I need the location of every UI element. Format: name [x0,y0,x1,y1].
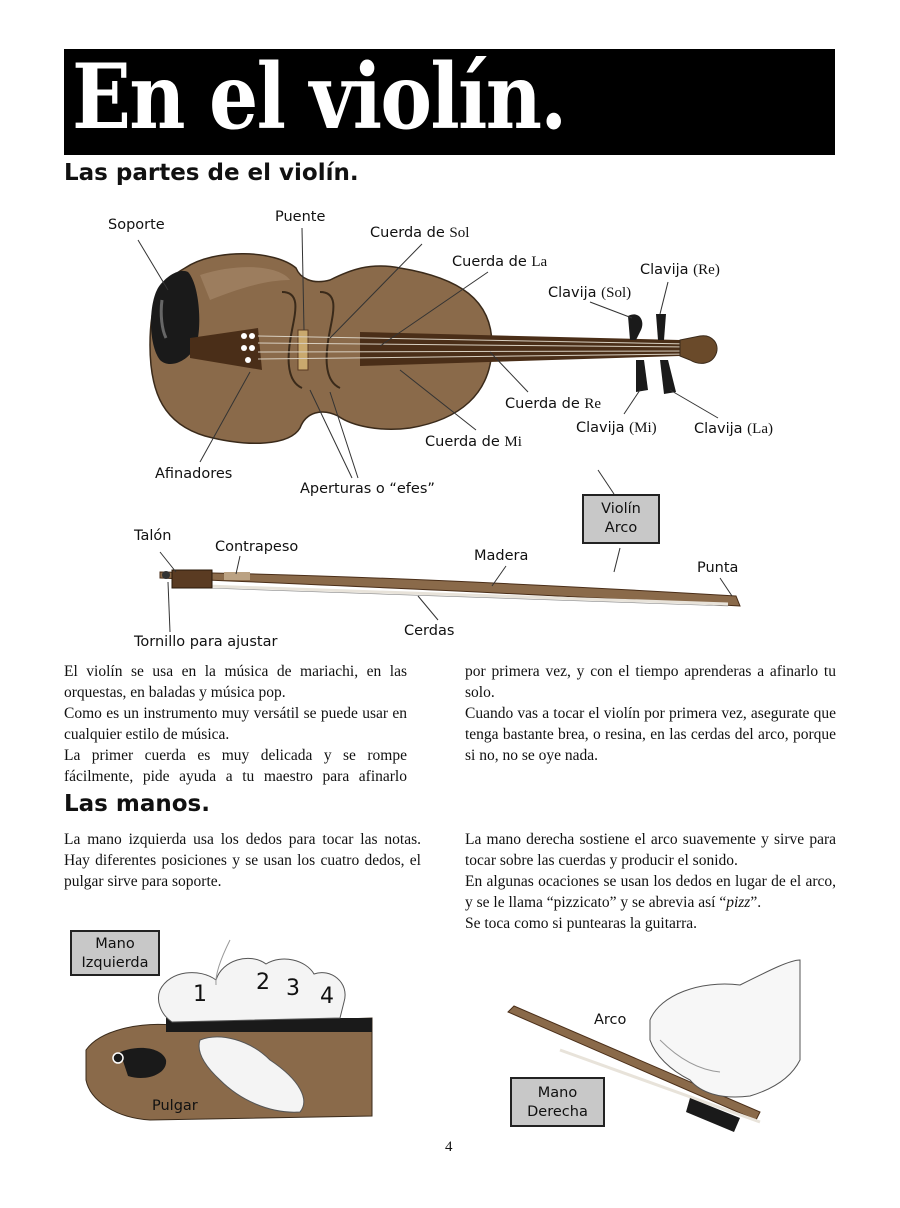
page-number: 4 [445,1139,453,1155]
box-izq-line1: Mano [95,936,135,952]
label-contrapeso: Contrapeso [215,539,299,555]
label-arco: Arco [594,1012,627,1028]
label-cuerda-sol: Cuerda de Sol [370,225,470,241]
label-clavija-mi: Clavija (Mi) [576,420,657,436]
label-cuerda-la: Cuerda de La [452,254,548,270]
finger-4: 4 [320,984,334,1009]
finger-2: 2 [256,970,270,995]
label-afinadores: Afinadores [155,466,233,482]
finger-1: 1 [193,982,207,1007]
intro-left-p3: La primer cuerda es muy delicada y se rompe fácilmente, pide ayuda a tu maestro para afinarlo [64,747,407,785]
label-cerdas: Cerdas [404,623,455,639]
box-der-line1: Mano [537,1085,578,1101]
label-clavija-sol: Clavija (Sol) [548,285,632,301]
page-title: En el violín. [72,44,566,150]
label-aperturas: Aperturas o “efes” [300,481,435,497]
hands-heading: Las manos. [64,791,210,817]
label-puente: Puente [275,209,326,225]
label-cuerda-mi: Cuerda de Mi [425,434,522,450]
label-madera: Madera [474,548,529,564]
legend-line-violin: Violín [601,501,641,517]
label-cuerda-re: Cuerda de Re [505,396,602,412]
box-der-line2: Derecha [527,1104,588,1120]
hands-right-p2: En algunas ocaciones se usan los dedos en lugar de el arco, y se le llama “pizzicato” y se abrevia así “pizz”. [465,873,836,911]
finger-3: 3 [286,976,300,1001]
label-pulgar: Pulgar [152,1098,198,1114]
hands-right-p3: Se toca como si puntearas la guitarra. [465,915,697,932]
hands-right-p1: La mano derecha sostiene el arco suavemente y sirve para tocar sobre las cuerdas y producir el sonido. [465,831,836,869]
intro-left-p2: Como es un instrumento muy versátil se puede usar en cualquier estilo de música. [64,705,407,743]
label-punta: Punta [697,560,739,576]
label-talon: Talón [134,528,172,544]
label-soporte: Soporte [108,217,165,233]
intro-right-p1: por primera vez, y con el tiempo aprenderas a afinarlo tu solo. [465,663,836,701]
intro-left-p1: El violín se usa en la música de mariachi, en las orquestas, en baladas y música pop. [64,663,407,701]
label-clavija-re: Clavija (Re) [640,262,720,278]
hands-left-p: La mano izquierda usa los dedos para tocar las notas. Hay diferentes posiciones y se usan los cuatro dedos, el pulgar sirve para soporte. [64,831,421,890]
parts-heading: Las partes de el violín. [64,160,359,186]
legend-line-arco: Arco [604,520,638,536]
box-izq-line2: Izquierda [81,955,149,971]
label-clavija-la: Clavija (La) [694,421,773,437]
label-tornillo: Tornillo para ajustar [134,634,278,650]
intro-right-p2: Cuando vas a tocar el violín por primera vez, asegurate que tenga bastante brea, o resina, en las cerdas del arco, porque si no, no se oye nada. [465,705,836,764]
box-mano-derecha [510,1077,605,1127]
